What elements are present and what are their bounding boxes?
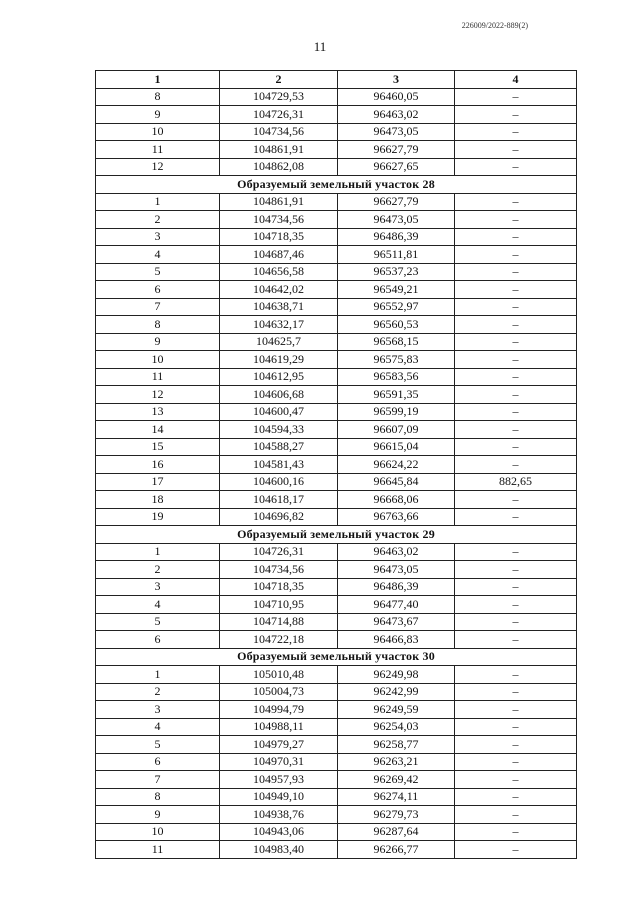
y-coordinate-cell: 96463,02 [338, 106, 455, 124]
y-coordinate-cell: 96258,77 [338, 736, 455, 754]
document-id: 226009/2022-889(2) [461, 21, 528, 30]
table-row [96, 158, 577, 176]
y-coordinate-cell: 96473,05 [338, 561, 455, 579]
section-header-row [96, 648, 577, 666]
page-number: 11 [313, 39, 327, 54]
y-coordinate-cell: 96645,84 [338, 473, 455, 491]
table-row [96, 543, 577, 561]
distance-cell: – [455, 351, 577, 369]
distance-cell: – [455, 211, 577, 229]
distance-cell: – [455, 123, 577, 141]
distance-cell: – [455, 683, 577, 701]
distance-cell: – [455, 246, 577, 264]
y-coordinate-cell: 96486,39 [338, 578, 455, 596]
point-number-cell: 19 [96, 508, 220, 526]
point-number-cell: 11 [96, 368, 220, 386]
x-coordinate-cell: 104979,27 [220, 736, 338, 754]
point-number-cell: 1 [96, 543, 220, 561]
x-coordinate-cell: 104970,31 [220, 753, 338, 771]
header-cell-distance: 4 [455, 71, 577, 89]
x-coordinate-cell: 104612,95 [220, 368, 338, 386]
distance-cell: – [455, 561, 577, 579]
section-header-row [96, 176, 577, 194]
point-number-cell: 15 [96, 438, 220, 456]
point-number-cell: 3 [96, 701, 220, 719]
point-number-cell: 10 [96, 823, 220, 841]
x-coordinate-cell: 104949,10 [220, 788, 338, 806]
table-row [96, 753, 577, 771]
x-coordinate-cell: 104938,76 [220, 806, 338, 824]
y-coordinate-cell: 96627,65 [338, 158, 455, 176]
x-coordinate-cell: 104642,02 [220, 281, 338, 299]
coordinates-table-body [96, 71, 577, 859]
distance-cell: – [455, 316, 577, 334]
table-row [96, 228, 577, 246]
point-number-cell: 9 [96, 806, 220, 824]
distance-cell: – [455, 841, 577, 859]
distance-cell: – [455, 281, 577, 299]
y-coordinate-cell: 96287,64 [338, 823, 455, 841]
distance-cell: – [455, 631, 577, 649]
distance-cell: – [455, 228, 577, 246]
y-coordinate-cell: 96486,39 [338, 228, 455, 246]
point-number-cell: 10 [96, 351, 220, 369]
y-coordinate-cell: 96279,73 [338, 806, 455, 824]
table-row [96, 561, 577, 579]
table-row [96, 718, 577, 736]
point-number-cell: 4 [96, 718, 220, 736]
table-row [96, 141, 577, 159]
y-coordinate-cell: 96549,21 [338, 281, 455, 299]
coordinates-table [95, 70, 577, 859]
y-coordinate-cell: 96627,79 [338, 141, 455, 159]
point-number-cell: 4 [96, 596, 220, 614]
x-coordinate-cell: 104618,17 [220, 491, 338, 509]
table-row [96, 491, 577, 509]
x-coordinate-cell: 104994,79 [220, 701, 338, 719]
table-row [96, 438, 577, 456]
point-number-cell: 10 [96, 123, 220, 141]
point-number-cell: 18 [96, 491, 220, 509]
x-coordinate-cell: 104734,56 [220, 211, 338, 229]
x-coordinate-cell: 104687,46 [220, 246, 338, 264]
point-number-cell: 5 [96, 613, 220, 631]
table-row [96, 123, 577, 141]
y-coordinate-cell: 96466,83 [338, 631, 455, 649]
table-row [96, 211, 577, 229]
table-row [96, 841, 577, 859]
distance-cell: – [455, 333, 577, 351]
point-number-cell: 5 [96, 736, 220, 754]
header-cell-point: 1 [96, 71, 220, 89]
x-coordinate-cell: 104600,47 [220, 403, 338, 421]
y-coordinate-cell: 96624,22 [338, 456, 455, 474]
y-coordinate-cell: 96607,09 [338, 421, 455, 439]
section-title: Образуемый земельный участок 30 [96, 648, 577, 666]
point-number-cell: 9 [96, 333, 220, 351]
point-number-cell: 17 [96, 473, 220, 491]
y-coordinate-cell: 96615,04 [338, 438, 455, 456]
point-number-cell: 2 [96, 683, 220, 701]
distance-cell: – [455, 718, 577, 736]
x-coordinate-cell: 104606,68 [220, 386, 338, 404]
distance-cell: – [455, 753, 577, 771]
x-coordinate-cell: 104625,7 [220, 333, 338, 351]
table-row [96, 578, 577, 596]
table-row [96, 666, 577, 684]
distance-cell: – [455, 701, 577, 719]
distance-cell: – [455, 298, 577, 316]
x-coordinate-cell: 104619,29 [220, 351, 338, 369]
distance-cell: – [455, 88, 577, 106]
x-coordinate-cell: 104726,31 [220, 106, 338, 124]
distance-cell: – [455, 158, 577, 176]
x-coordinate-cell: 104957,93 [220, 771, 338, 789]
distance-cell: – [455, 613, 577, 631]
x-coordinate-cell: 104983,40 [220, 841, 338, 859]
point-number-cell: 7 [96, 771, 220, 789]
point-number-cell: 7 [96, 298, 220, 316]
point-number-cell: 14 [96, 421, 220, 439]
y-coordinate-cell: 96568,15 [338, 333, 455, 351]
y-coordinate-cell: 96537,23 [338, 263, 455, 281]
x-coordinate-cell: 104714,88 [220, 613, 338, 631]
point-number-cell: 1 [96, 666, 220, 684]
y-coordinate-cell: 96560,53 [338, 316, 455, 334]
y-coordinate-cell: 96266,77 [338, 841, 455, 859]
table-row [96, 771, 577, 789]
y-coordinate-cell: 96242,99 [338, 683, 455, 701]
y-coordinate-cell: 96668,06 [338, 491, 455, 509]
table-row [96, 281, 577, 299]
table-row [96, 473, 577, 491]
y-coordinate-cell: 96463,02 [338, 543, 455, 561]
y-coordinate-cell: 96473,05 [338, 211, 455, 229]
distance-cell: – [455, 438, 577, 456]
table-row [96, 456, 577, 474]
x-coordinate-cell: 104710,95 [220, 596, 338, 614]
distance-cell: – [455, 771, 577, 789]
table-row [96, 508, 577, 526]
table-row [96, 386, 577, 404]
table-row [96, 333, 577, 351]
x-coordinate-cell: 104943,06 [220, 823, 338, 841]
table-row [96, 193, 577, 211]
x-coordinate-cell: 104632,17 [220, 316, 338, 334]
table-row [96, 351, 577, 369]
distance-cell: – [455, 368, 577, 386]
x-coordinate-cell: 104718,35 [220, 228, 338, 246]
point-number-cell: 6 [96, 281, 220, 299]
distance-cell: – [455, 263, 577, 281]
point-number-cell: 12 [96, 386, 220, 404]
table-row [96, 823, 577, 841]
point-number-cell: 6 [96, 631, 220, 649]
table-row [96, 368, 577, 386]
table-row [96, 701, 577, 719]
table-row [96, 613, 577, 631]
y-coordinate-cell: 96575,83 [338, 351, 455, 369]
y-coordinate-cell: 96263,21 [338, 753, 455, 771]
section-title: Образуемый земельный участок 28 [96, 176, 577, 194]
y-coordinate-cell: 96269,42 [338, 771, 455, 789]
y-coordinate-cell: 96552,97 [338, 298, 455, 316]
x-coordinate-cell: 104734,56 [220, 123, 338, 141]
distance-cell: – [455, 106, 577, 124]
distance-cell: – [455, 508, 577, 526]
distance-cell: – [455, 596, 577, 614]
distance-cell: – [455, 403, 577, 421]
distance-cell: – [455, 543, 577, 561]
distance-cell: – [455, 421, 577, 439]
x-coordinate-cell: 104726,31 [220, 543, 338, 561]
table-row [96, 246, 577, 264]
y-coordinate-cell: 96627,79 [338, 193, 455, 211]
point-number-cell: 13 [96, 403, 220, 421]
table-row [96, 596, 577, 614]
header-cell-x: 2 [220, 71, 338, 89]
section-header-row [96, 526, 577, 544]
x-coordinate-cell: 105004,73 [220, 683, 338, 701]
y-coordinate-cell: 96599,19 [338, 403, 455, 421]
point-number-cell: 9 [96, 106, 220, 124]
section-title: Образуемый земельный участок 29 [96, 526, 577, 544]
header-cell-y: 3 [338, 71, 455, 89]
table-header-row [96, 71, 577, 89]
x-coordinate-cell: 105010,48 [220, 666, 338, 684]
x-coordinate-cell: 104862,08 [220, 158, 338, 176]
y-coordinate-cell: 96274,11 [338, 788, 455, 806]
x-coordinate-cell: 104861,91 [220, 193, 338, 211]
y-coordinate-cell: 96254,03 [338, 718, 455, 736]
distance-cell: – [455, 456, 577, 474]
table-row [96, 403, 577, 421]
table-row [96, 736, 577, 754]
point-number-cell: 5 [96, 263, 220, 281]
y-coordinate-cell: 96591,35 [338, 386, 455, 404]
y-coordinate-cell: 96763,66 [338, 508, 455, 526]
y-coordinate-cell: 96477,40 [338, 596, 455, 614]
table-row [96, 421, 577, 439]
distance-cell: – [455, 806, 577, 824]
x-coordinate-cell: 104638,71 [220, 298, 338, 316]
point-number-cell: 3 [96, 228, 220, 246]
distance-cell: – [455, 386, 577, 404]
x-coordinate-cell: 104581,43 [220, 456, 338, 474]
distance-cell: 882,65 [455, 473, 577, 491]
y-coordinate-cell: 96249,98 [338, 666, 455, 684]
table-row [96, 806, 577, 824]
point-number-cell: 4 [96, 246, 220, 264]
point-number-cell: 8 [96, 316, 220, 334]
distance-cell: – [455, 193, 577, 211]
y-coordinate-cell: 96473,67 [338, 613, 455, 631]
table-row [96, 316, 577, 334]
point-number-cell: 8 [96, 788, 220, 806]
point-number-cell: 11 [96, 841, 220, 859]
y-coordinate-cell: 96460,05 [338, 88, 455, 106]
point-number-cell: 2 [96, 561, 220, 579]
point-number-cell: 12 [96, 158, 220, 176]
x-coordinate-cell: 104594,33 [220, 421, 338, 439]
distance-cell: – [455, 736, 577, 754]
point-number-cell: 1 [96, 193, 220, 211]
x-coordinate-cell: 104696,82 [220, 508, 338, 526]
distance-cell: – [455, 578, 577, 596]
point-number-cell: 11 [96, 141, 220, 159]
table-row [96, 88, 577, 106]
table-row [96, 631, 577, 649]
x-coordinate-cell: 104656,58 [220, 263, 338, 281]
x-coordinate-cell: 104734,56 [220, 561, 338, 579]
x-coordinate-cell: 104722,18 [220, 631, 338, 649]
table-row [96, 106, 577, 124]
point-number-cell: 16 [96, 456, 220, 474]
x-coordinate-cell: 104729,53 [220, 88, 338, 106]
point-number-cell: 2 [96, 211, 220, 229]
table-row [96, 683, 577, 701]
distance-cell: – [455, 666, 577, 684]
y-coordinate-cell: 96249,59 [338, 701, 455, 719]
y-coordinate-cell: 96583,56 [338, 368, 455, 386]
x-coordinate-cell: 104588,27 [220, 438, 338, 456]
x-coordinate-cell: 104718,35 [220, 578, 338, 596]
distance-cell: – [455, 141, 577, 159]
x-coordinate-cell: 104861,91 [220, 141, 338, 159]
table-row [96, 298, 577, 316]
x-coordinate-cell: 104988,11 [220, 718, 338, 736]
x-coordinate-cell: 104600,16 [220, 473, 338, 491]
point-number-cell: 6 [96, 753, 220, 771]
point-number-cell: 3 [96, 578, 220, 596]
table-row [96, 788, 577, 806]
distance-cell: – [455, 491, 577, 509]
table-row [96, 263, 577, 281]
point-number-cell: 8 [96, 88, 220, 106]
distance-cell: – [455, 823, 577, 841]
distance-cell: – [455, 788, 577, 806]
y-coordinate-cell: 96473,05 [338, 123, 455, 141]
y-coordinate-cell: 96511,81 [338, 246, 455, 264]
